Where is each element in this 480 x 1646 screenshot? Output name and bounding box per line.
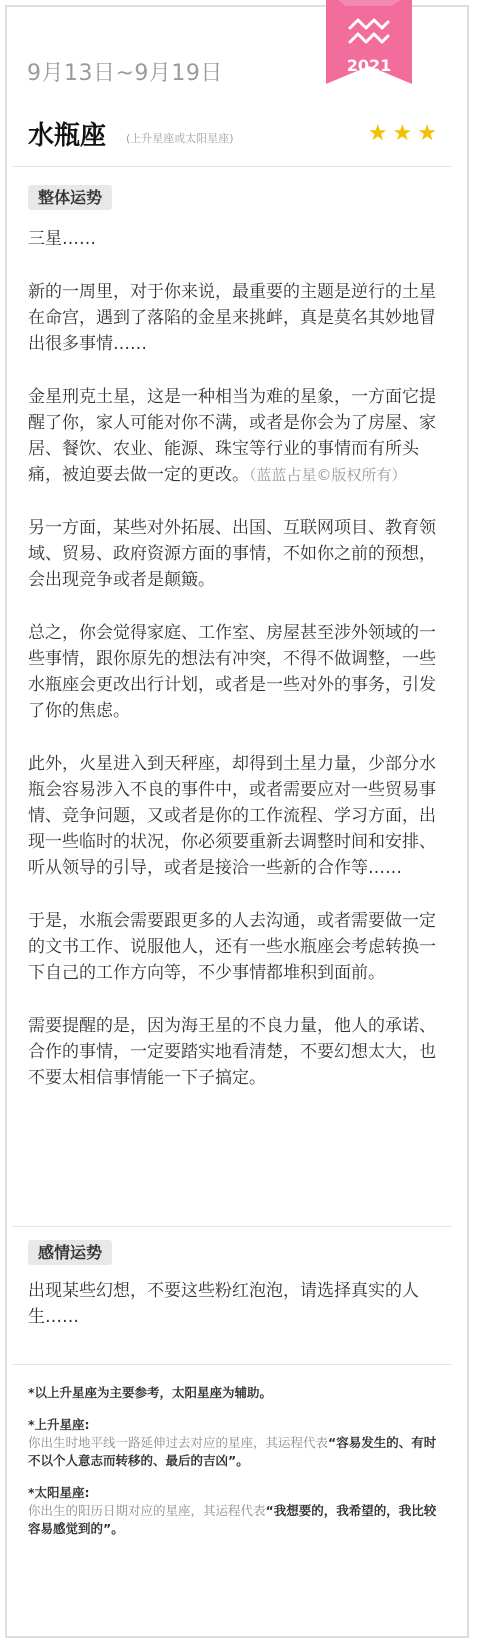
overall-paragraph-2: 新的一周里，对于你来说，最重要的主题是逆行的土星在命宫，遇到了落陷的金星来挑衅，真是莫名其妙地冒出很多事情……	[28, 282, 436, 354]
sun-sign-heading: *太阳星座:	[28, 1485, 90, 1500]
footer-notes	[28, 1384, 448, 1538]
rating-stars: ★★★	[367, 121, 442, 146]
year-label: 2021	[346, 56, 392, 75]
copyright-note: （蓝蓝占星©版权所有）	[249, 466, 407, 484]
year-badge	[326, 0, 412, 90]
rising-sign-text: 你出生时地平线一路延伸过去对应的星座，其运程代表	[28, 1435, 329, 1450]
love-fortune-section	[28, 1278, 436, 1357]
divider-bottom	[12, 1364, 452, 1365]
sign-note: (上升星座或太阳星座)	[126, 132, 234, 145]
overall-paragraph-3	[28, 384, 436, 488]
love-fortune-tag: 感情运势	[28, 1240, 112, 1265]
overall-paragraph-4: 另一方面，某些对外拓展、出国、互联网项目、教育领域、贸易、政府资源方面的事情，不如你之前的预想，会出现竞争或者是颠簸。	[28, 518, 436, 590]
overall-fortune-section	[28, 226, 436, 1118]
overall-paragraph-6: 此外，火星进入到天秤座，却得到土星力量，少部分水瓶会容易涉入不良的事件中，或者需要应对一些贸易事情、竞争问题，又或者是你的工作流程、学习方面，出现一些临时的状况，你必须要重新去调整时间和安排、听从领导的引导，或者是接洽一些新的合作等……	[28, 754, 436, 878]
sign-name: 水瓶座	[28, 121, 107, 151]
love-paragraph-1: 出现某些幻想，不要这些粉红泡泡，请选择真实的人生……	[28, 1281, 419, 1327]
overall-fortune-tag: 整体运势	[28, 185, 112, 210]
divider-top	[12, 166, 452, 167]
overall-paragraph-8: 需要提醒的是，因为海王星的不良力量，他人的承诺、合作的事情，一定要踏实地看清楚，不要幻想太大，也不要太相信事情能一下子搞定。	[28, 1016, 436, 1088]
rising-sign-quote: “容易发生的、有时不以个人意志而转移的、最后的吉凶”。	[28, 1435, 437, 1468]
footer-main-note: *以上升星座为主要参考，太阳星座为辅助。	[28, 1385, 273, 1400]
date-range: 9月13日~9月19日	[27, 61, 223, 86]
rising-sign-heading: *上升星座:	[28, 1417, 90, 1432]
title-row	[28, 115, 448, 155]
rising-sign-description	[28, 1434, 448, 1470]
overall-paragraph-3-text: 金星刑克土星，这是一种相当为难的星象，一方面它提醒了你，家人可能对你不满，或者是你会为了房屋、家居、餐饮、农业、能源、珠宝等行业的事情而有所头痛，被迫要去做一定的更改。	[28, 387, 436, 485]
sun-sign-text: 你出生的阳历日期对应的星座，其运程代表	[28, 1503, 266, 1518]
overall-paragraph-5: 总之，你会觉得家庭、工作室、房屋甚至涉外领域的一些事情，跟你原先的想法有冲突，不得不做调整，一些水瓶座会更改出行计划，或者是一些对外的事务，引发了你的焦虑。	[28, 623, 436, 721]
divider-middle	[12, 1226, 452, 1227]
overall-paragraph-1: 三星……	[28, 229, 96, 249]
overall-paragraph-7: 于是，水瓶会需要跟更多的人去沟通，或者需要做一定的文书工作、说服他人，还有一些水瓶座会考虑转换一下自己的工作方向等，不少事情都堆积到面前。	[28, 911, 436, 983]
sun-sign-quote: “我想要的，我希望的，我比较容易感觉到的”。	[28, 1503, 437, 1536]
sun-sign-description	[28, 1502, 448, 1538]
badge-shape	[326, 0, 412, 90]
